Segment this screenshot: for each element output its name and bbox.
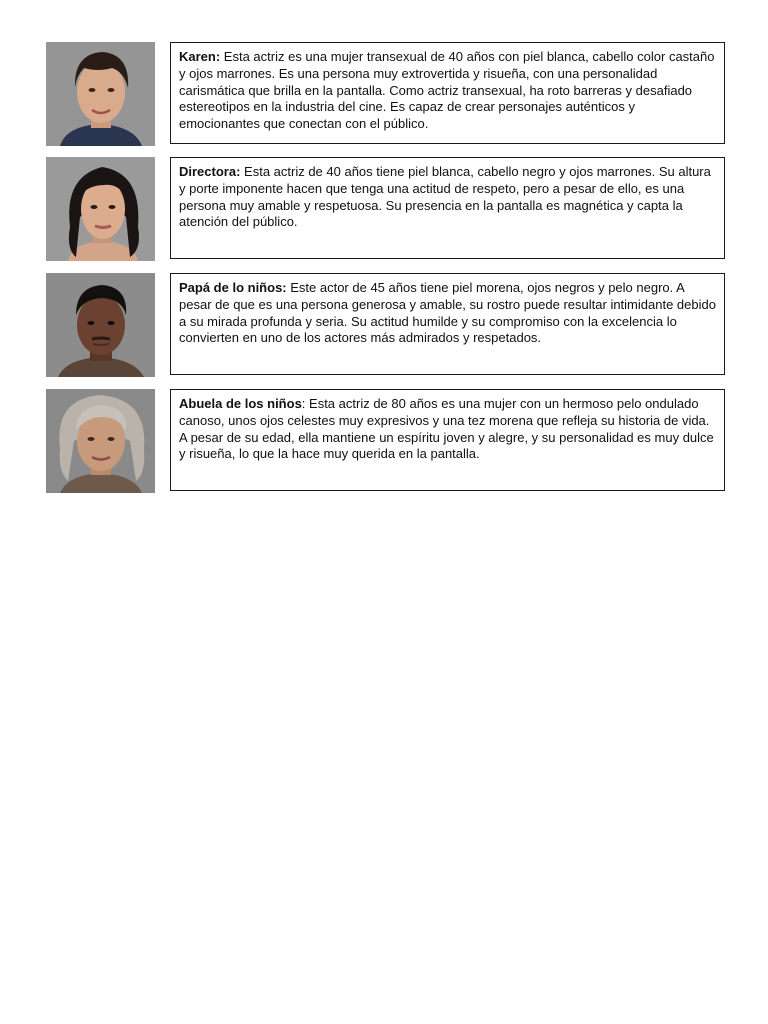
- character-card-karen: [46, 42, 727, 147]
- man-dark-skin-portrait-icon: [46, 273, 155, 377]
- character-card-list: [46, 42, 727, 504]
- portrait-photo-abuela: [46, 389, 155, 493]
- character-card-papa: [46, 273, 727, 378]
- portrait-photo-papa: [46, 273, 155, 377]
- character-description-box: [170, 273, 725, 375]
- elderly-woman-gray-hair-portrait-icon: [46, 389, 155, 493]
- character-description: Esta actriz es una mujer transexual de 40 años con piel blanca, cabello color castaño y ojos marrones. Es una persona muy extrovertida y risueña, con una personalidad carismática que brilla en la pantalla. Como actriz transexual, ha roto barreras y desafiado estereotipos en la industria del cine. Es capaz de crear personajes auténticos y emocionantes que conectan con el público.: [179, 49, 715, 132]
- woman-dark-curly-hair-portrait-icon: [46, 157, 155, 261]
- character-description-box: [170, 157, 725, 259]
- character-card-directora: [46, 157, 727, 262]
- character-card-abuela: [46, 389, 727, 494]
- character-description: Esta actriz de 40 años tiene piel blanca, cabello negro y ojos marrones. Su altura y porte imponente hacen que tenga una actitud de respeto, pero a pesar de ello, es una persona muy amable y respetuosa. Su presencia en la pantalla es magnética y capta la atención del público.: [179, 164, 711, 230]
- woman-short-hair-portrait-icon: [46, 42, 155, 146]
- character-name: Abuela de los niños: [179, 396, 302, 411]
- character-description-box: [170, 42, 725, 144]
- portrait-photo-directora: [46, 157, 155, 261]
- character-description-box: [170, 389, 725, 491]
- character-description: : Esta actriz de 80 años es una mujer con un hermoso pelo ondulado canoso, unos ojos celestes muy expresivos y una tez morena que refleja su historia de vida. A pesar de su edad, ella mantiene un espíritu joven y alegre, y su personalidad es muy dulce y risueña, lo que la hace muy querida en la pantalla.: [179, 396, 714, 462]
- character-description: Este actor de 45 años tiene piel morena, ojos negros y pelo negro. A pesar de que es una persona generosa y amable, su rostro puede resultar intimidante debido a su mirada profunda y seria. Su actitud humilde y su compromiso con la excelencia lo convierten en uno de los actores más admirados y respetados.: [179, 280, 716, 346]
- character-name: Papá de lo niños:: [179, 280, 287, 295]
- character-name: Directora:: [179, 164, 241, 179]
- portrait-photo-karen: [46, 42, 155, 146]
- character-name: Karen:: [179, 49, 221, 64]
